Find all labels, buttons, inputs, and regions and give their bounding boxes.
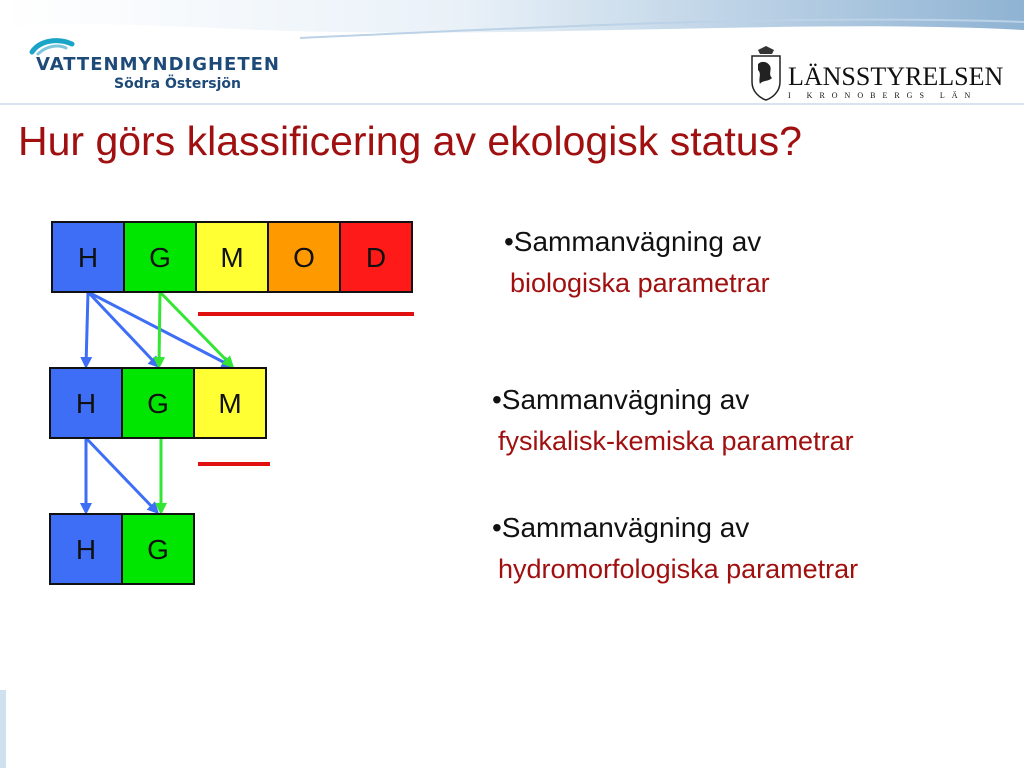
class-label-h-row2: H bbox=[75, 388, 97, 419]
arrow-g-to-m bbox=[160, 292, 232, 366]
class-label-g-row1: G bbox=[149, 242, 171, 273]
bullet-biological-line1: •Sammanvägning av bbox=[504, 226, 762, 257]
bullet-hydromorphological-line2: hydromorfologiska parametrar bbox=[498, 554, 859, 584]
slide-title: Hur görs klassificering av ekologisk status? bbox=[18, 118, 802, 164]
bullet-physicochemical bbox=[492, 384, 854, 457]
class-label-h-row1: H bbox=[77, 242, 99, 273]
class-label-g-row3: G bbox=[147, 534, 169, 565]
arrow-h-to-h bbox=[86, 292, 88, 366]
logo-right-sub: I KRONOBERGS LÄN bbox=[788, 91, 978, 100]
bullet-biological bbox=[504, 226, 770, 299]
class-label-h-row3: H bbox=[75, 534, 97, 565]
bullet-hydromorphological-line1: •Sammanvägning av bbox=[492, 512, 750, 543]
logo-left-name: VATTENMYNDIGHETEN bbox=[36, 54, 280, 75]
logo-left-sub: Södra Östersjön bbox=[114, 76, 241, 92]
class-label-m-row1: M bbox=[220, 242, 244, 273]
bullet-physicochemical-line1: •Sammanvägning av bbox=[492, 384, 750, 415]
arrow-h-to-g-2 bbox=[86, 438, 157, 512]
class-label-m-row2: M bbox=[218, 388, 242, 419]
class-label-g-row2: G bbox=[147, 388, 169, 419]
logo-right-name: LÄNSSTYRELSEN bbox=[788, 62, 1004, 91]
arrow-g-to-g bbox=[159, 292, 160, 366]
left-edge-decoration bbox=[0, 690, 6, 768]
class-label-d-row1: D bbox=[365, 242, 387, 273]
arrow-h-to-g bbox=[88, 292, 158, 366]
bullet-hydromorphological bbox=[492, 512, 858, 585]
bullet-biological-line2: biologiska parametrar bbox=[510, 268, 770, 298]
bullet-physicochemical-line2: fysikalisk-kemiska parametrar bbox=[498, 426, 854, 456]
class-label-o-row1: O bbox=[293, 242, 315, 273]
